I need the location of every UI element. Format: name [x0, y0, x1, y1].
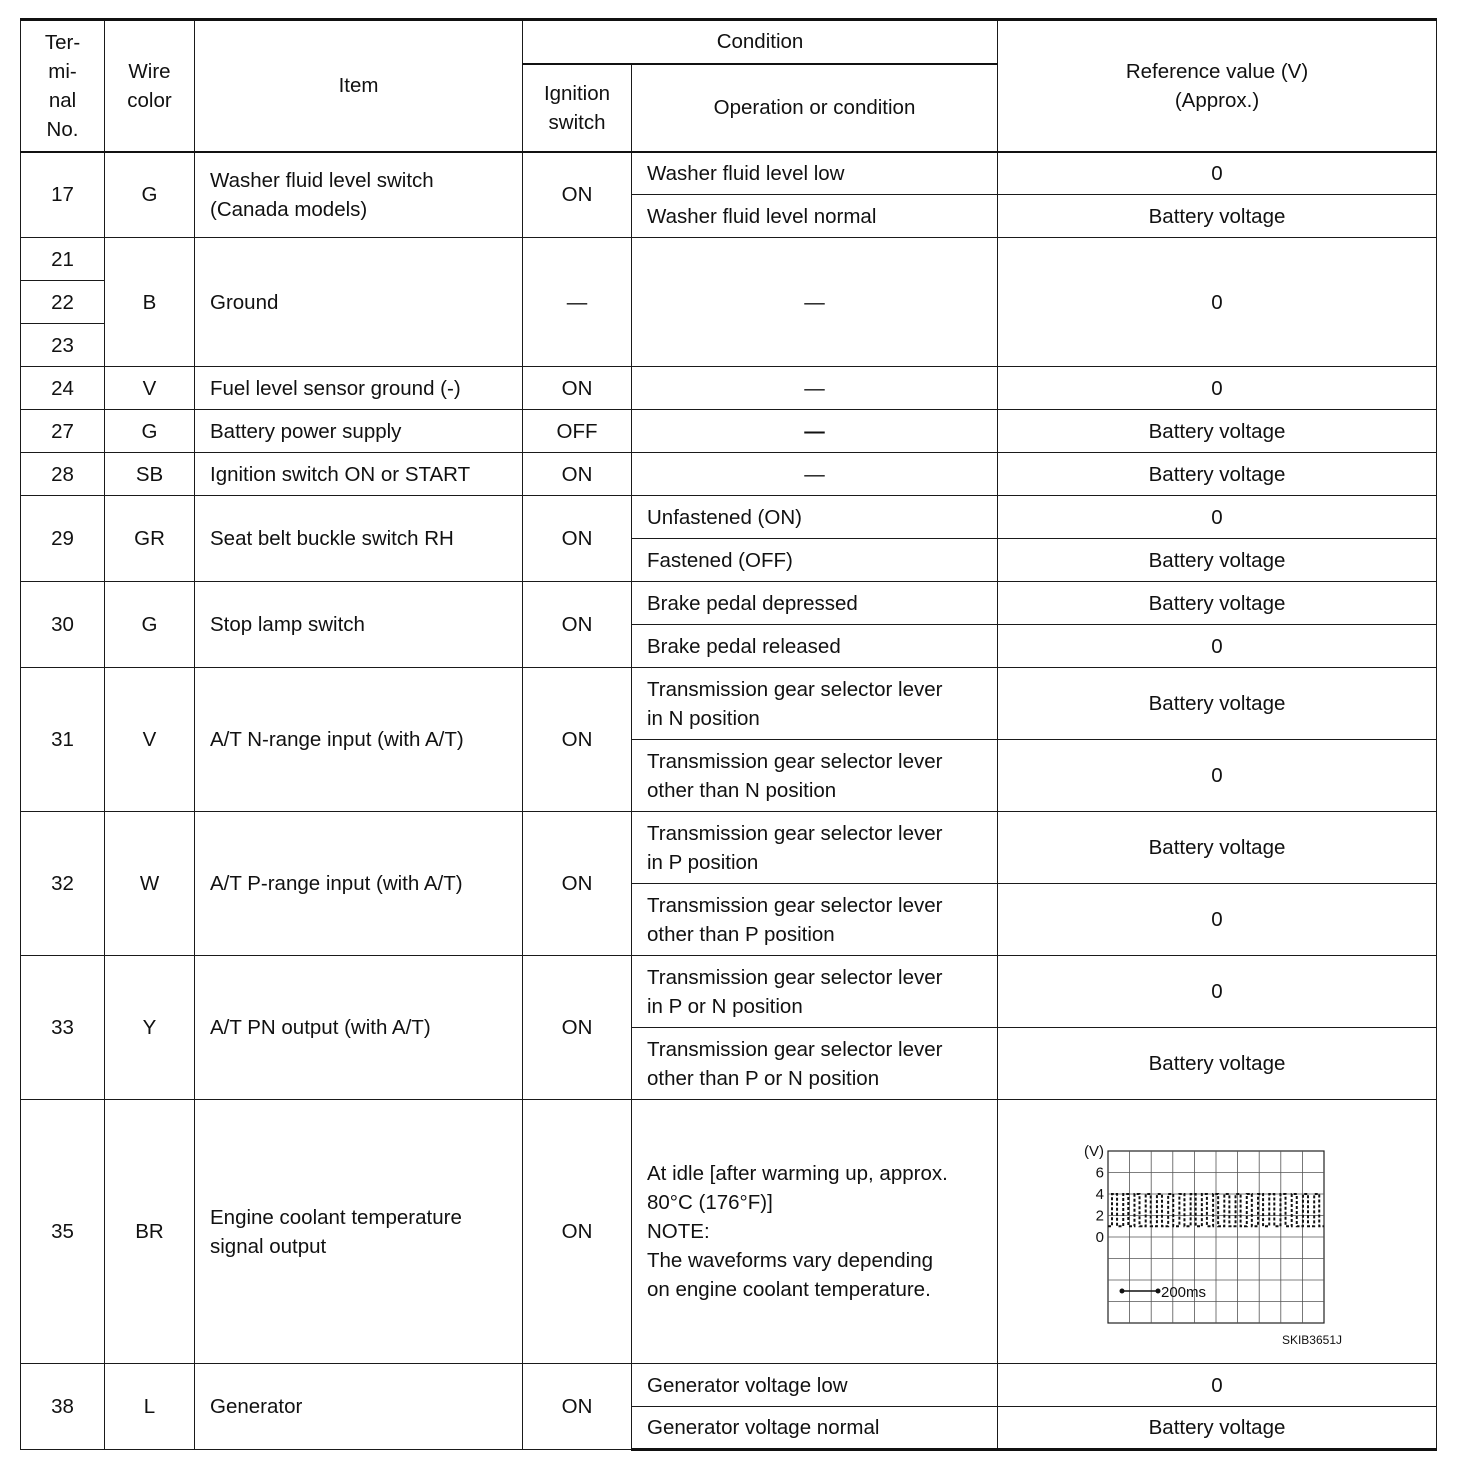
operation-cell: Unfastened (ON) [632, 496, 998, 539]
time-division-marker [1120, 1284, 1207, 1301]
operation-cell: Transmission gear selector lever in P position [632, 812, 998, 884]
terminal-cell: 28 [21, 453, 105, 496]
wire-color-cell: W [105, 812, 195, 956]
terminal-cell: 35 [21, 1100, 105, 1364]
item-cell: Battery power supply [195, 410, 523, 453]
terminal-cell: 27 [21, 410, 105, 453]
operation-cell: — [632, 238, 998, 367]
item-cell: A/T P-range input (with A/T) [195, 812, 523, 956]
item-cell: A/T PN output (with A/T) [195, 956, 523, 1100]
ignition-cell: OFF [523, 410, 632, 453]
header-operation-or-condition: Operation or condition [632, 64, 998, 152]
ignition-cell: ON [523, 668, 632, 812]
wire-color-cell: BR [105, 1100, 195, 1364]
wire-color-cell: V [105, 668, 195, 812]
operation-cell: Washer fluid level normal [632, 195, 998, 238]
item-cell: Generator [195, 1364, 523, 1450]
header-condition: Condition [523, 20, 998, 64]
terminal-cell: 21 [21, 238, 105, 281]
y-tick-label: 4 [1095, 1185, 1104, 1203]
time-division-start-marker [1120, 1288, 1125, 1293]
item-cell: Seat belt buckle switch RH [195, 496, 523, 582]
operation-cell: Transmission gear selector lever in P or N position [632, 956, 998, 1028]
wire-color-cell: L [105, 1364, 195, 1450]
wire-color-cell: Y [105, 956, 195, 1100]
operation-cell: Brake pedal depressed [632, 582, 998, 625]
operation-cell: — [632, 367, 998, 410]
y-tick-label: 2 [1095, 1207, 1104, 1224]
value-cell: Battery voltage [998, 453, 1437, 496]
header-terminal-no: Ter- mi- nal No. [21, 20, 105, 152]
value-cell: Battery voltage [998, 539, 1437, 582]
terminal-cell: 38 [21, 1364, 105, 1450]
header-item: Item [195, 20, 523, 152]
waveform-figure [998, 1101, 1436, 1363]
operation-cell: At idle [after warming up, approx. 80°C (176°F)] NOTE: The waveforms vary depending on engine coolant temperature. [632, 1100, 998, 1364]
terminal-reference-table [20, 18, 1437, 1451]
item-cell: A/T N-range input (with A/T) [195, 668, 523, 812]
wire-color-cell: G [105, 152, 195, 238]
item-cell: Stop lamp switch [195, 582, 523, 668]
waveform-cell [998, 1100, 1437, 1364]
value-cell: 0 [998, 496, 1437, 539]
terminal-cell: 17 [21, 152, 105, 238]
terminal-cell: 29 [21, 496, 105, 582]
item-cell: Fuel level sensor ground (-) [195, 367, 523, 410]
item-cell: Ignition switch ON or START [195, 453, 523, 496]
value-cell: Battery voltage [998, 410, 1437, 453]
header-reference-value: Reference value (V) (Approx.) [998, 20, 1437, 152]
table-row [21, 668, 1437, 740]
operation-cell: Generator voltage low [632, 1364, 998, 1407]
value-cell: 0 [998, 884, 1437, 956]
y-tick-label: 0 [1095, 1228, 1104, 1246]
wire-color-cell: G [105, 410, 195, 453]
table-row [21, 496, 1437, 539]
value-cell: 0 [998, 1364, 1437, 1407]
terminal-cell: 24 [21, 367, 105, 410]
oscilloscope-waveform [998, 1101, 1435, 1363]
item-cell: Ground [195, 238, 523, 367]
time-division-end-marker [1156, 1288, 1161, 1293]
waveform-unit-label: (V) [1084, 1142, 1104, 1160]
table-row [21, 956, 1437, 1028]
wire-color-cell: G [105, 582, 195, 668]
value-cell: Battery voltage [998, 668, 1437, 740]
operation-cell: Brake pedal released [632, 625, 998, 668]
value-cell: 0 [998, 238, 1437, 367]
value-cell: Battery voltage [998, 1028, 1437, 1100]
wire-color-cell: B [105, 238, 195, 367]
wire-color-cell: V [105, 367, 195, 410]
terminal-cell: 32 [21, 812, 105, 956]
terminal-cell: 33 [21, 956, 105, 1100]
wire-color-cell: SB [105, 453, 195, 496]
value-cell: 0 [998, 740, 1437, 812]
ignition-cell: ON [523, 1364, 632, 1450]
value-cell: Battery voltage [998, 195, 1437, 238]
operation-cell: Transmission gear selector lever other than P or N position [632, 1028, 998, 1100]
time-division-label: 200ms [1161, 1283, 1207, 1301]
ignition-cell: ON [523, 152, 632, 238]
ignition-cell: ON [523, 1100, 632, 1364]
operation-cell: Generator voltage normal [632, 1407, 998, 1450]
terminal-cell: 22 [21, 281, 105, 324]
operation-cell: — [632, 453, 998, 496]
table-row [21, 453, 1437, 496]
item-cell: Washer fluid level switch (Canada models) [195, 152, 523, 238]
header-wire-color: Wire color [105, 20, 195, 152]
operation-cell: Transmission gear selector lever in N position [632, 668, 998, 740]
terminal-cell: 23 [21, 324, 105, 367]
operation-cell: Washer fluid level low [632, 152, 998, 195]
table-row [21, 152, 1437, 195]
value-cell: 0 [998, 625, 1437, 668]
value-cell: Battery voltage [998, 812, 1437, 884]
table-row [21, 582, 1437, 625]
operation-cell: Transmission gear selector lever other than N position [632, 740, 998, 812]
table-row [21, 367, 1437, 410]
ignition-cell: ON [523, 956, 632, 1100]
value-cell: 0 [998, 367, 1437, 410]
operation-cell: — [632, 410, 998, 453]
value-cell: 0 [998, 956, 1437, 1028]
y-tick-label: 6 [1095, 1164, 1104, 1181]
waveform-grid [1108, 1151, 1324, 1323]
ignition-cell: ON [523, 582, 632, 668]
figure-code: SKIB3651J [1281, 1332, 1342, 1347]
value-cell: Battery voltage [998, 1407, 1437, 1450]
ignition-cell: ON [523, 496, 632, 582]
value-cell: 0 [998, 152, 1437, 195]
item-cell: Engine coolant temperature signal output [195, 1100, 523, 1364]
table-row [21, 1100, 1437, 1364]
ignition-cell: ON [523, 812, 632, 956]
terminal-cell: 30 [21, 582, 105, 668]
ignition-cell: ON [523, 453, 632, 496]
ignition-cell: ON [523, 367, 632, 410]
wire-color-cell: GR [105, 496, 195, 582]
table-row [21, 410, 1437, 453]
operation-cell: Transmission gear selector lever other than P position [632, 884, 998, 956]
operation-cell: Fastened (OFF) [632, 539, 998, 582]
value-cell: Battery voltage [998, 582, 1437, 625]
waveform-y-ticks [1096, 1164, 1104, 1246]
ignition-cell: — [523, 238, 632, 367]
table-row [21, 1364, 1437, 1407]
header-ignition-switch: Ignition switch [523, 64, 632, 152]
table-row [21, 812, 1437, 884]
terminal-cell: 31 [21, 668, 105, 812]
table-row [21, 238, 1437, 281]
